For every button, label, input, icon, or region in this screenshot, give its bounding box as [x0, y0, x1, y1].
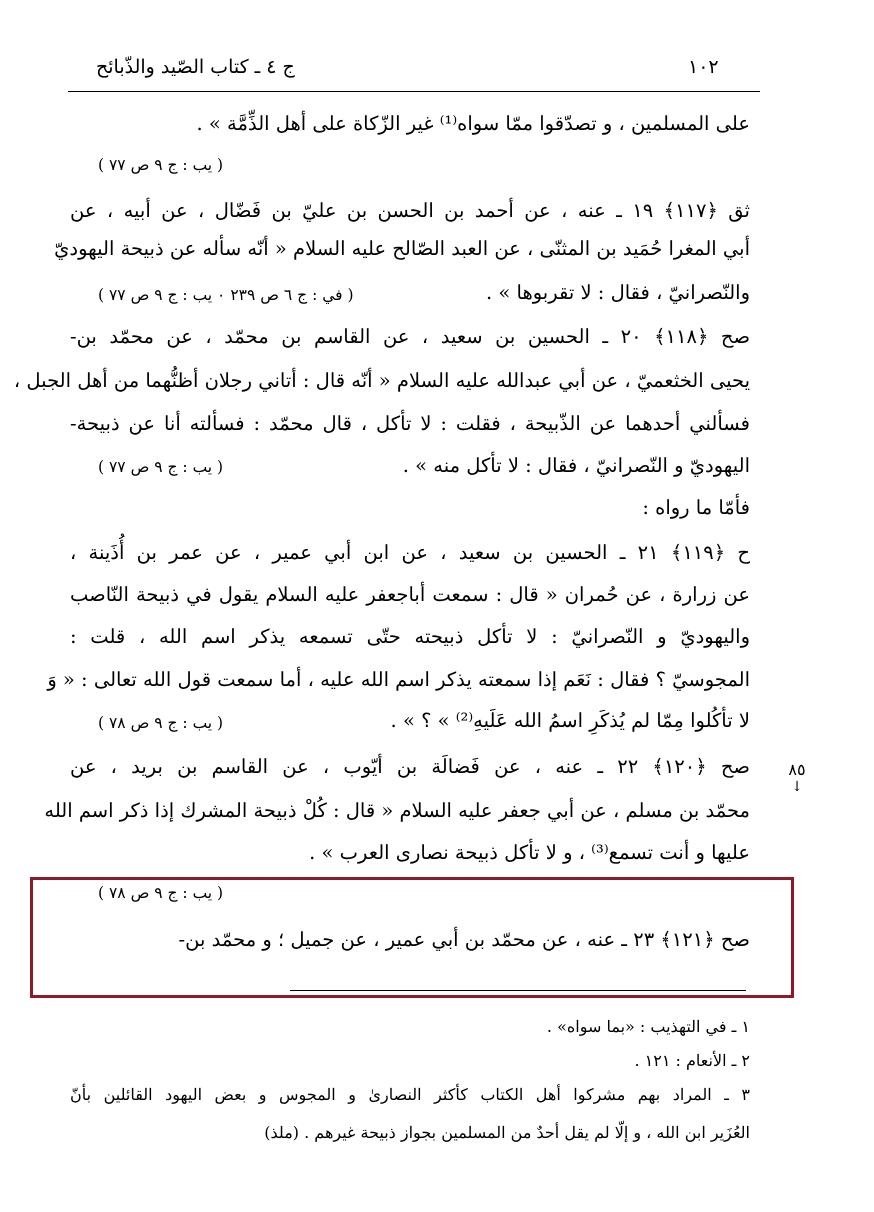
- body-line: عن زرارة ، عن حُمران « قال : سمعت أباجعفر عليه السلام يقول في ذبيحة النّاصب: [70, 583, 750, 606]
- body-line: محمّد بن مسلم ، عن أبي جعفر عليه السلام « قال : كُلْ ذبيحة المشرك إذا ذكر اسم الله: [44, 799, 750, 822]
- header-rule: [68, 91, 760, 92]
- source-reference: ( يب : ج ٩ ص ٧٧ ): [98, 458, 224, 476]
- footnote-rule: [290, 990, 746, 991]
- body-line: يحيى الخثعميّ ، عن أبي عبدالله عليه السلام « أنّه قال : أتاني رجلان أظنُّهما من أهل الجبل ،: [13, 369, 750, 392]
- footnote: العُزَير ابن الله ، و إلّا لم يقل أحدٌ من المسلمين بجواز ذبيحة غيرهم . (ملذ): [264, 1123, 750, 1142]
- body-line: صح ﴿١٢١﴾ ٢٣ ـ عنه ، عن محمّد بن أبي عمير ، عن جميل ؛ و محمّد بن-: [178, 928, 750, 951]
- body-line: صح ﴿١١٨﴾ ٢٠ ـ الحسين بن سعيد ، عن القاسم بن محمّد ، عن محمّد بن-: [70, 325, 751, 348]
- body-line: فأمّا ما رواه :: [642, 496, 750, 519]
- footnote: ١ ـ في التهذيب : «بما سواه» .: [546, 1017, 750, 1036]
- body-line: عليها و أنت تسمع⁽³⁾ ، و لا تأكل ذبيحة نصارى العرب » .: [309, 841, 750, 864]
- margin-arrow-icon: ↓: [791, 779, 803, 795]
- margin-page-note: ٨٥: [788, 760, 806, 779]
- page-number: ١٠٢: [688, 56, 719, 78]
- body-line: ثق ﴿١١٧﴾ ١٩ ـ عنه ، عن أحمد بن الحسن بن عليّ بن فَضّال ، عن أبيه ، عن: [70, 199, 750, 222]
- body-line: والنّصرانيّ ، فقال : لا تقربوها » .: [485, 281, 750, 304]
- body-line: واليهوديّ و النّصرانيّ : لا تأكل ذبيحته حتّى تسمعه يذكر اسم الله ، قلت :: [70, 625, 750, 648]
- body-line: صح ﴿١٢٠﴾ ٢٢ ـ عنه ، عن فَضالَة بن أيّوب ، عن القاسم بن بريد ، عن: [70, 755, 750, 778]
- footnote: ٣ ـ المراد بهم مشركوا أهل الكتاب كأكثر النصارىٰ و المجوس و بعض اليهود القائلين بأنّ: [70, 1085, 750, 1104]
- source-reference: ( يب : ج ٩ ص ٧٨ ): [98, 714, 224, 732]
- body-line: ح ﴿١١٩﴾ ٢١ ـ الحسين بن سعيد ، عن ابن أبي عمير ، عن عمر بن أُذَينة ،: [70, 541, 750, 564]
- body-line: فسألني أحدهما عن الذّبيحة ، فقلت : لا تأكل ، قال محمّد : فسألته أنا عن ذبيحة-: [70, 412, 750, 435]
- body-line: المجوسيّ ؟ فقال : نَعَم إذا سمعته يذكر اسم الله عليه ، أما سمعت قول الله تعالى : « وَ: [47, 668, 750, 691]
- footnote: ٢ ـ الأنعام : ١٢١ .: [634, 1051, 750, 1070]
- body-line: اليهوديّ و النّصرانيّ ، فقال : لا تأكل منه » .: [402, 454, 750, 477]
- body-line: أبي المغرا حُمَيد بن المثنّى ، عن العبد الصّالح عليه السلام « أنّه سأله عن ذبيحة اليهوديّ: [54, 237, 750, 260]
- running-header: ج ٤ ـ كتاب الصّيد والذّبائح: [96, 56, 295, 78]
- source-reference: ( يب : ج ٩ ص ٧٧ ): [98, 156, 224, 174]
- source-reference: ( يب : ج ٩ ص ٧٨ ): [98, 884, 224, 902]
- body-line: لا تأكُلوا مِمّا لم يُذكَرِ اسمُ الله عَلَيهِ⁽²⁾ » ؟ » .: [390, 709, 750, 732]
- body-line: على المسلمين ، و تصدّقوا ممّا سواه⁽¹⁾ غير الزّكاة على أهل الذِّمَّة » .: [196, 112, 750, 135]
- source-reference: ( في : ج ٦ ص ٢٣٩ ٠ يب : ج ٩ ص ٧٧ ): [98, 286, 354, 304]
